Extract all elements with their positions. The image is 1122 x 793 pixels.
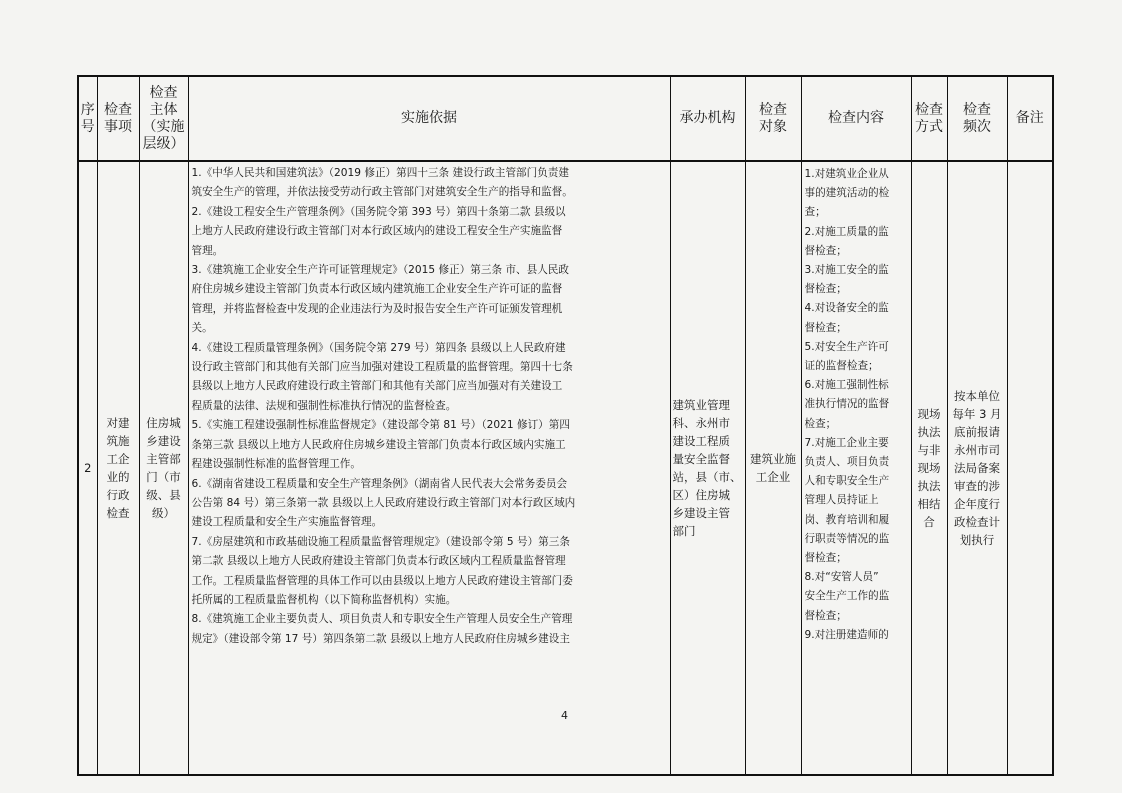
header-agency: 承办机构 <box>670 76 745 161</box>
row-content <box>801 161 911 775</box>
content-text: 1.对建筑业企业从 事的建筑活动的检 查； 2.对施工质量的监 督检查； 3.对施工安全的监 督检查； 4.对设备安全的监 督检查； 5.对安全生产许可 证的监督检查； 6.对施工强制性标 准执行情况的监督 检查； 7.对施工企业主要 负责人、项目负责 人和专职安全生产 管理人员持证上 岗、教育培训和履 行职责等情况的监 督检查； 8.对“安管人员” 安全生产工作的监 督检查； 9.对注册建造师的 <box>804 168 890 641</box>
row-basis <box>188 161 670 775</box>
row-item: 对建 筑施 工企 业的 行政 检查 <box>97 161 139 775</box>
row-agency <box>670 161 745 775</box>
header-remarks: 备注 <box>1007 76 1053 161</box>
row-method: 现场 执法 与非 现场 执法 相结 合 <box>911 161 947 775</box>
header-item: 检查 事项 <box>97 76 139 161</box>
table-row <box>78 161 1053 775</box>
row-seq: 2 <box>78 161 97 775</box>
inspection-table <box>77 75 1054 776</box>
header-method: 检查 方式 <box>911 76 947 161</box>
row-frequency: 按本单位 每年 3 月 底前报请 永州市司 法局备案 审查的涉 企年度行 政检查计 划执行 <box>947 161 1007 775</box>
header-frequency: 检查 频次 <box>947 76 1007 161</box>
basis-text: 1.《中华人民共和国建筑法》（2019 修正）第四十三条 建设行政主管部门负责建 筑安全生产的管理，并依法接受劳动行政主管部门对建筑安全生产的指导和监督。 2.《建设工程安全生产管理条例》（国务院令第 393 号）第四十条第二款 县级以 上地方人民政府建设行政主管部门对本行政区域内的建设工程安全生产实施监督 管理。 3.《建筑施工企业安全生产许可证管理规定》（2015 修正）第三条 市、县人民政 府住房城乡建设主管部门负责本行政区域内建筑施工企业安全生产许可证的监督 管理，并将监督检查中发现的企业违法行为及时报告安全生产许可证颁发管理机 关。 4.《建设工程质量管理条例》（国务院令第 279 号）第四条 县级以上人民政府建 设行政主管部门和其他有关部门应当加强对建设工程质量的监督管理。第四十七条 县级以上地方人民政府建设行政主管部门和其他有关部门应当加强对有关建设工 程质量的法律、法规和强制性标准执行情况的监督检查。 5.《实施工程建设强制性标准监督规定》（建设部令第 81 号）（2021 修订）第四 条第三款 县级以上地方人民政府住房城乡建设主管部门负责本行政区域内实施工 程建设强制性标准的监督管理工作。 6.《湖南省建设工程质量和安全生产管理条例》（湖南省人民代表大会常务委员会 公告第 84 号）第三条第一款 县级以上人民政府建设行政主管部门对本行政区域内 建设工程质量和安全生产实施监督管理。 7.《房屋建筑和市政基础设施工程质量监督管理规定》（建设部令第 5 号）第三条 第二款 县级以上地方人民政府建设主管部门负责本行政区域内工程质量监督管理 工作。工程质量监督管理的具体工作可以由县级以上地方人民政府建设主管部门委 托所属的工程质量监督机构（以下简称监督机构）实施。 8.《建筑施工企业主要负责人、项目负责人和专职安全生产管理人员安全生产管理 规定》（建设部令第 17 号）第四条第二款 县级以上地方人民政府住房城乡建设主 <box>191 167 576 645</box>
header-content: 检查内容 <box>801 76 911 161</box>
header-row <box>78 76 1053 161</box>
row-subject: 住房城 乡建设 主管部 门（市 级、县 级） <box>139 161 188 775</box>
header-subject: 检查 主体 （实施 层级） <box>139 76 188 161</box>
agency-text: 建筑业管理 科、永州市 建设工程质 量安全监督 站，县（市、 区）住房城 乡建设主管 部门 <box>672 398 742 538</box>
header-seq: 序 号 <box>78 76 97 161</box>
header-basis: 实施依据 <box>188 76 670 161</box>
row-remarks <box>1007 161 1053 775</box>
header-target: 检查 对象 <box>745 76 801 161</box>
row-target: 建筑业施 工企业 <box>745 161 801 775</box>
page-number: 4 <box>561 709 568 722</box>
